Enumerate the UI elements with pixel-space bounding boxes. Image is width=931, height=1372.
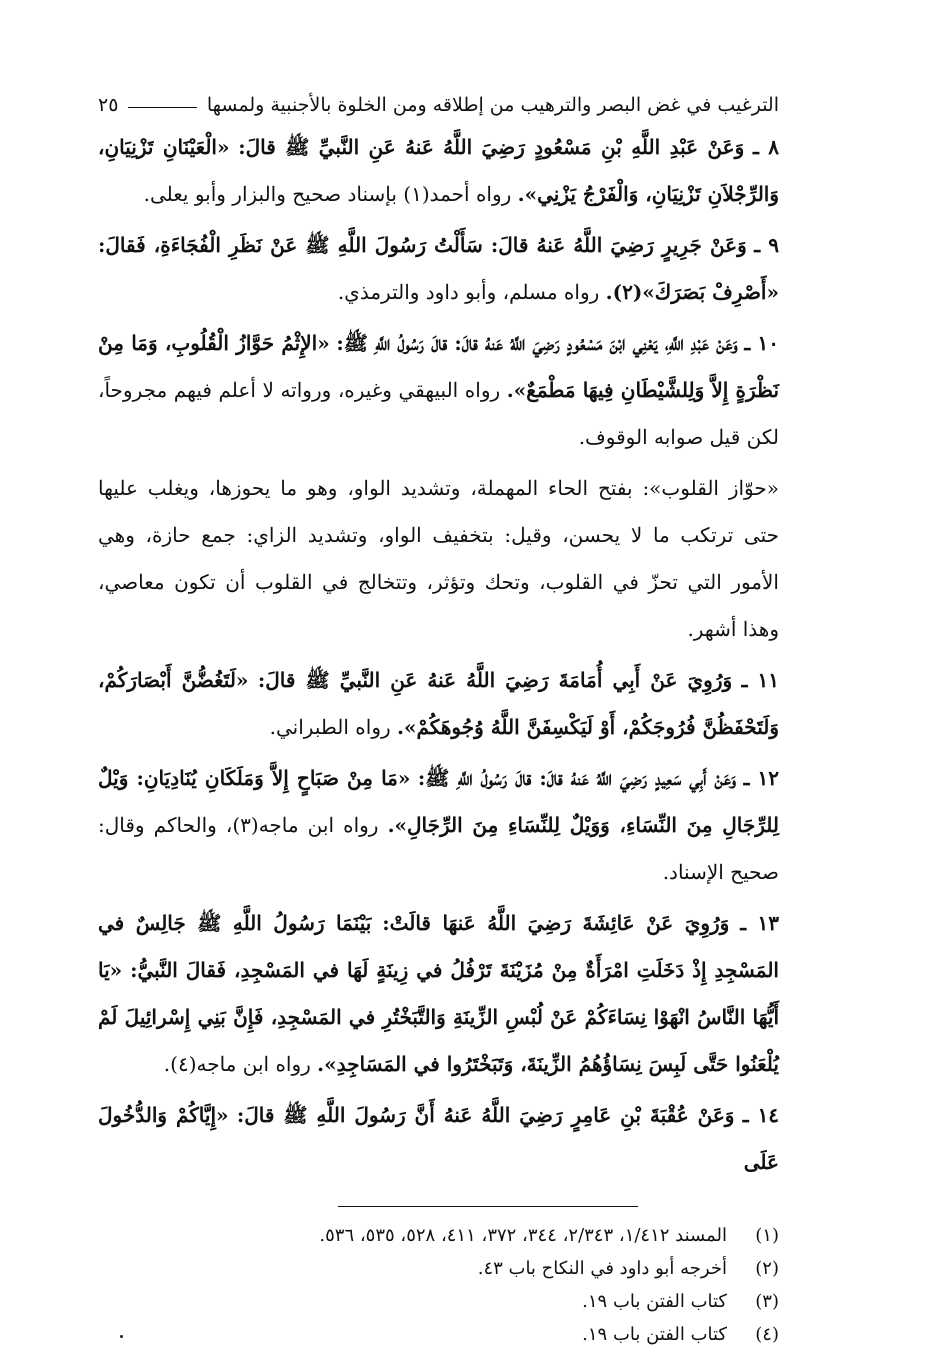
hadith-number: ٨ ـ: [753, 135, 780, 159]
narrator: وَرُوِيَ عَنْ أَبِي أُمَامَةَ رَضِيَ اللَّهُ عَنهُ عَنِ النَّبيِّ ﷺ قالَ:: [257, 668, 733, 692]
hadith-number: ١٣ ـ: [740, 911, 780, 935]
hadith-text: «أَصْرِفْ بَصَرَكَ»(٢).: [605, 280, 779, 304]
hadith-13: [98, 900, 779, 1088]
footnotes: [98, 1219, 779, 1351]
header-title: الترغيب في غض البصر والترهيب من إطلاقه ومن الخلوة بالأجنبية ولمسها: [206, 94, 779, 116]
footnote: [98, 1285, 779, 1318]
footnote: [98, 1252, 779, 1285]
hadith-number: ١٢ ـ: [743, 766, 780, 790]
footnote-text: كتاب الفتن باب ١٩.: [582, 1324, 727, 1345]
hadith-8: [98, 124, 779, 218]
narrator: وَعَنْ عَبْدِ اللَّهِ، يَعْنِي ابْنَ مَسْعُودٍ رَضِيَ اللَّهُ عَنهُ قالَ: قالَ رَسُولُ اللَّهِ ﷺ:: [336, 331, 738, 355]
page-number: ٢٥: [98, 94, 119, 116]
narrator: وَعَنْ عَبْدِ اللَّهِ بْنِ مَسْعُودٍ رَضِيَ اللَّهُ عَنهُ عَنِ النَّبيِّ ﷺ قالَ:: [238, 135, 745, 159]
source-note: رواه أحمد(١) بإسناد صحيح والبزار وأبو يعلى.: [143, 182, 512, 206]
source-note: رواه ابن ماجه(٣)، والحاكم وقال: صحيح الإسناد.: [98, 813, 779, 884]
narrator: وَعَنْ أَبِي سَعِيدٍ رَضِيَ اللَّهُ عَنهُ قالَ: قالَ رَسُولُ اللَّهِ ﷺ:: [417, 766, 737, 790]
footnote-number: (٣): [755, 1291, 779, 1312]
hadith-9: [98, 222, 779, 316]
source-note: رواه مسلم، وأبو داود والترمذي.: [337, 280, 600, 304]
footnote-number: (١): [755, 1225, 779, 1246]
narrator: وَعَنْ جَرِيرٍ رَضِيَ اللَّهُ عَنهُ قالَ: سَأَلْتُ رَسُولَ اللَّهِ ﷺ عَنْ نَظَرِ الْفُجَاءَةِ، فَقالَ:: [98, 233, 747, 257]
hadith-text: «لَتَغُضُّنَّ أَبْصَارَكُمْ، وَلَتَحْفَظُنَّ فُرُوجَكُمْ، أَوْ لَيَكْسِفَنَّ اللَّهُ وُجُوهَكُمْ».: [98, 668, 779, 739]
hadith-text: «مَا مِنْ صَبَاحٍ إِلاَّ وَمَلَكَانِ يُنَادِيَانِ: وَيْلٌ لِلرِّجَالِ مِنَ النِّسَاءِ، وَوَيْلٌ لِلنِّسَاءِ مِنَ الرِّجَالِ».: [98, 766, 780, 837]
footnote-text: المسند ١/٤١٢، ٢/٣٤٣، ٣٤٤، ٣٧٢، ٤١١، ٥٢٨، ٥٣٥، ٥٣٦.: [319, 1225, 727, 1246]
footnote: [98, 1318, 779, 1351]
footnote-number: (٤): [755, 1324, 779, 1345]
hadith-12: [98, 755, 779, 896]
footnote-number: (٢): [755, 1258, 779, 1279]
header-rule: [128, 107, 196, 108]
commentary-text: «حوّاز القلوب»: بفتح الحاء المهملة، وتشديد الواو، وهو ما يحوزها، ويغلب عليها حتى ترتكب ما لا يحسن، وقيل: بتخفيف الواو، وتشديد الزاي: جمع حازة، وهي الأمور التي تحزّ في القلوب، وتحك وتؤثر، وتتخالج في القلوب أن تكون معاصي، وهذا أشهر.: [98, 476, 779, 641]
hadith-text: «الإِثْمُ حَوَّازُ الْقُلُوبِ، وَمَا مِنْ نَظْرَةٍ إِلاَّ وَلِلشَّيْطَانِ فِيهَا مَطْمَعٌ».: [98, 331, 780, 402]
commentary: [98, 465, 779, 653]
hadith-number: ٩ ـ: [754, 233, 779, 257]
source-note: رواه الطبراني.: [269, 715, 391, 739]
narrator: وَرُوِيَ عَنْ عَائِشَةَ رَضِيَ اللَّهُ عَنهَا قالَتْ:: [382, 911, 730, 935]
footnote-text: أخرجه أبو داود في النكاح باب ٤٣.: [477, 1258, 727, 1279]
footnote-separator: [338, 1206, 638, 1207]
hadith-10: [98, 320, 779, 461]
narrator: وَعَنْ عُقْبَةَ بْنِ عَامِرٍ رَضِيَ اللَّهُ عَنهُ أَنَّ رَسُولَ اللَّهِ ﷺ قالَ:: [236, 1103, 735, 1127]
hadith-number: ١٠ ـ: [744, 331, 780, 355]
hadith-number: ١١ ـ: [741, 668, 780, 692]
hadith-11: [98, 657, 779, 751]
hadith-number: ١٤ ـ: [742, 1103, 780, 1127]
hadith-text: «الْعَيْنَانِ تَزْنِيَانِ، وَالرِّجْلاَنِ تَزْنِيَانِ، وَالْفَرْجُ يَزْنِي».: [98, 135, 779, 206]
footnote: [98, 1219, 779, 1252]
source-note: رواه البيهقي وغيره، ورواته لا أعلم فيهم مجروحاً، لكن قيل صوابه الوقوف.: [98, 378, 779, 449]
footnote-text: كتاب الفتن باب ١٩.: [582, 1291, 727, 1312]
text-body: [98, 124, 779, 1186]
scan-speck: [120, 1335, 123, 1338]
hadith-text: «إِيَّاكُمْ وَالدُّخُولَ عَلَى: [98, 1103, 779, 1174]
running-header: [98, 82, 779, 116]
hadith-14: [98, 1092, 779, 1186]
source-note: رواه ابن ماجه(٤).: [163, 1052, 311, 1076]
hadith-text: بَيْنَمَا رَسُولُ اللَّهِ ﷺ جَالِسٌ في المَسْجِدِ إِذْ دَخَلَتِ امْرَأَةٌ مِنْ مُزَيْنَةَ تَرْفُلُ في زِينَةٍ لَهَا في المَسْجِدِ، فَقالَ النَّبيُّ: «يَا أَيُّهَا النَّاسُ انْهَوْا نِسَاءَكُمْ عَنْ لُبْسِ الزِّينَةِ وَالتَّبَخْتُرِ في المَسْجِدِ، فَإِنَّ بَنِي إِسْرائِيلَ لَمْ يُلْعَنُوا حَتَّى لَبِسَ نِسَاؤُهُمُ الزِّينَةَ، وَتَبَخْتَرُوا في المَسَاجِدِ».: [98, 911, 779, 1076]
